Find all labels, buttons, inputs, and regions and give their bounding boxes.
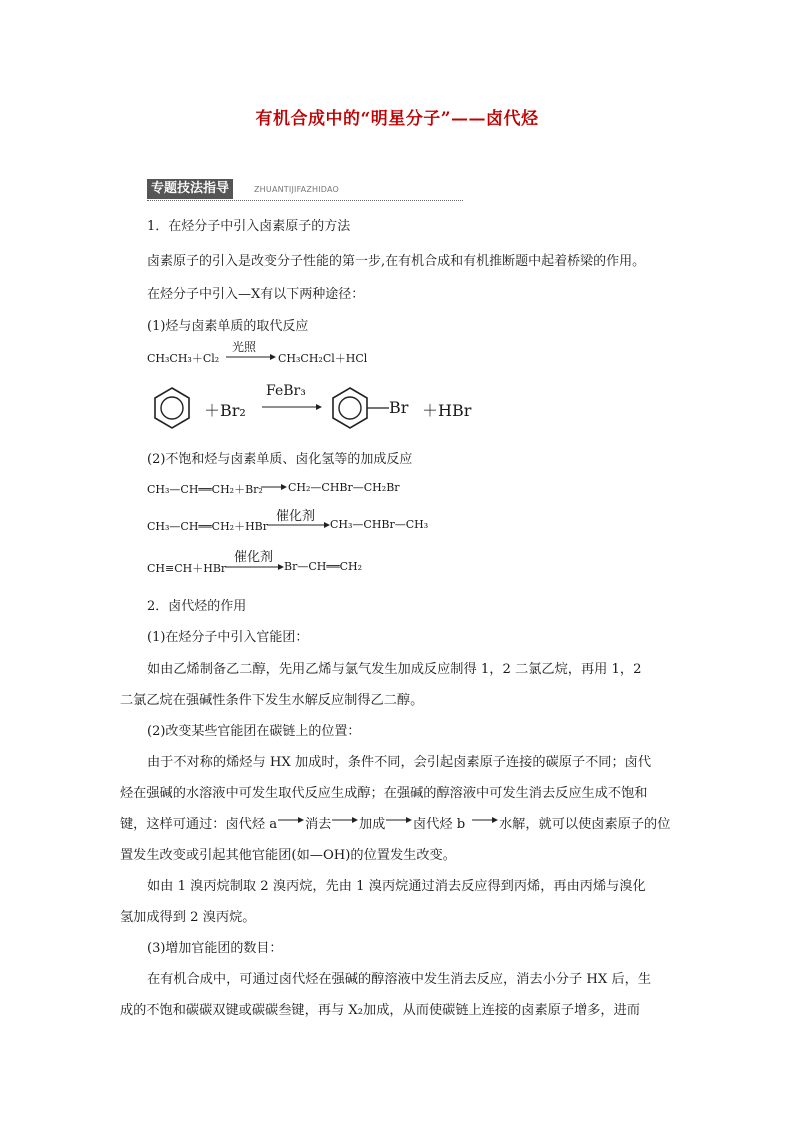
subheading-2: (2)不饱和烃与卤素单质、卤化氢等的加成反应 — [147, 452, 413, 467]
flow-step-elimination: 消去 — [305, 817, 332, 832]
flow-arrow-2 — [332, 815, 358, 825]
heading-1: 1．在烃分子中引入卤素原子的方法 — [147, 219, 351, 234]
paragraph-3-line-1: 在有机合成中，可通过卤代烃在强碱的醇溶液中发生消去反应，消去小分子 HX 后，生 — [147, 972, 652, 987]
paragraph-1-heading: (1)在烃分子中引入官能团： — [147, 630, 309, 645]
flow-arrow-3 — [386, 815, 412, 825]
heading-2: 2．卤代烃的作用 — [147, 599, 247, 614]
flow-step-haloalkane-b: 卤代烃 b — [413, 817, 466, 832]
equation-1-arrow — [226, 352, 276, 362]
equation-5-left: CH≡CH＋HBr — [147, 562, 227, 575]
bond-line — [367, 406, 389, 410]
paragraph-2-line-2: 烃在强碱的水溶液中可发生取代反应生成醇；在强碱的醇溶液中可发生消去反应生成不饱和 — [120, 786, 648, 801]
intro-text: 卤素原子的引入是改变分子性能的第一步,在有机合成和有机推断题中起着桥梁的作用。 — [147, 254, 646, 269]
equation-2-arrow — [262, 402, 322, 412]
equation-5-arrow — [226, 562, 284, 572]
paragraph-3-heading: (3)增加官能团的数目： — [147, 941, 283, 956]
equation-4-right: CH₃—CHBr—CH₃ — [330, 518, 429, 531]
section-tag: 专题技法指导 — [147, 179, 233, 199]
flow-arrow-1 — [278, 815, 304, 825]
paragraph-2-heading: (2)改变某些官能团在碳链上的位置： — [147, 724, 361, 739]
equation-5-right: Br—CH══CH₂ — [284, 560, 363, 573]
equation-1-left: CH₃CH₃＋Cl₂ — [147, 352, 220, 365]
paragraph-2-line-5: 如由 1 溴丙烷制取 2 溴丙烷，先由 1 溴丙烷通过消去反应得到丙烯，再由丙烯与溴化 — [147, 879, 646, 894]
bromobenzene-ring-icon — [330, 386, 370, 430]
equation-1-right: CH₃CH₂Cl＋HCl — [278, 352, 368, 365]
paragraph-1-line-1: 如由乙烯制备乙二醇，先用乙烯与氯气发生加成反应制得 1，2 二氯乙烷，再用 1，2 — [147, 662, 642, 677]
paragraph-2-line-1: 由于不对称的烯烃与 HX 加成时，条件不同，会引起卤素原子连接的碳原子不同；卤代 — [147, 755, 652, 770]
paragraph-2-line-4: 置发生改变或引起其他官能团(如—OH)的位置发生改变。 — [120, 848, 456, 863]
equation-2-condition: FeBr₃ — [266, 383, 306, 399]
paragraph-3-line-2: 成的不饱和碳碳双键或碳碳叁键，再与 X₂加成，从而使碳链上连接的卤素原子增多，进而 — [120, 1003, 640, 1018]
equation-2-plus-br2: ＋Br₂ — [204, 401, 246, 420]
equation-4-left: CH₃—CH══CH₂＋HBr — [147, 520, 269, 533]
paragraph-1-line-2: 二氯乙烷在强碱性条件下发生水解反应制得乙二醇。 — [120, 693, 424, 708]
subheading-1: (1)烃与卤素单质的取代反应 — [147, 319, 309, 334]
benzene-ring-icon — [152, 386, 192, 430]
equation-2-plus-hbr: ＋HBr — [422, 401, 472, 420]
equation-2-substituent: Br — [389, 398, 409, 417]
ways-text: 在烃分子中引入—X有以下两种途径： — [147, 287, 365, 302]
equation-3-arrow — [261, 482, 287, 492]
flow-step-hydrolysis: 水解，就可以使卤素原子的位 — [499, 817, 671, 832]
equation-4-arrow — [268, 520, 330, 530]
flow-arrow-4 — [472, 815, 498, 825]
equation-1-condition: 光照 — [232, 340, 257, 354]
section-divider — [147, 200, 463, 201]
equation-5-condition: 催化剂 — [234, 550, 274, 565]
section-subtitle: ZHUANTIJIFAZHIDAO — [254, 185, 340, 194]
equation-4-condition: 催化剂 — [276, 509, 316, 524]
section-header — [147, 179, 463, 203]
equation-3-left: CH₃—CH══CH₂＋Br₂ — [147, 483, 263, 496]
equation-3-right: CH₂—CHBr—CH₂Br — [288, 481, 400, 494]
flow-start: 键，这样可通过：卤代烃 a — [120, 817, 278, 832]
flow-step-addition: 加成 — [359, 817, 386, 832]
paragraph-2-line-6: 氢加成得到 2 溴丙烷。 — [120, 910, 256, 925]
document-title: 有机合成中的“明星分子”——卤代烃 — [255, 109, 539, 129]
